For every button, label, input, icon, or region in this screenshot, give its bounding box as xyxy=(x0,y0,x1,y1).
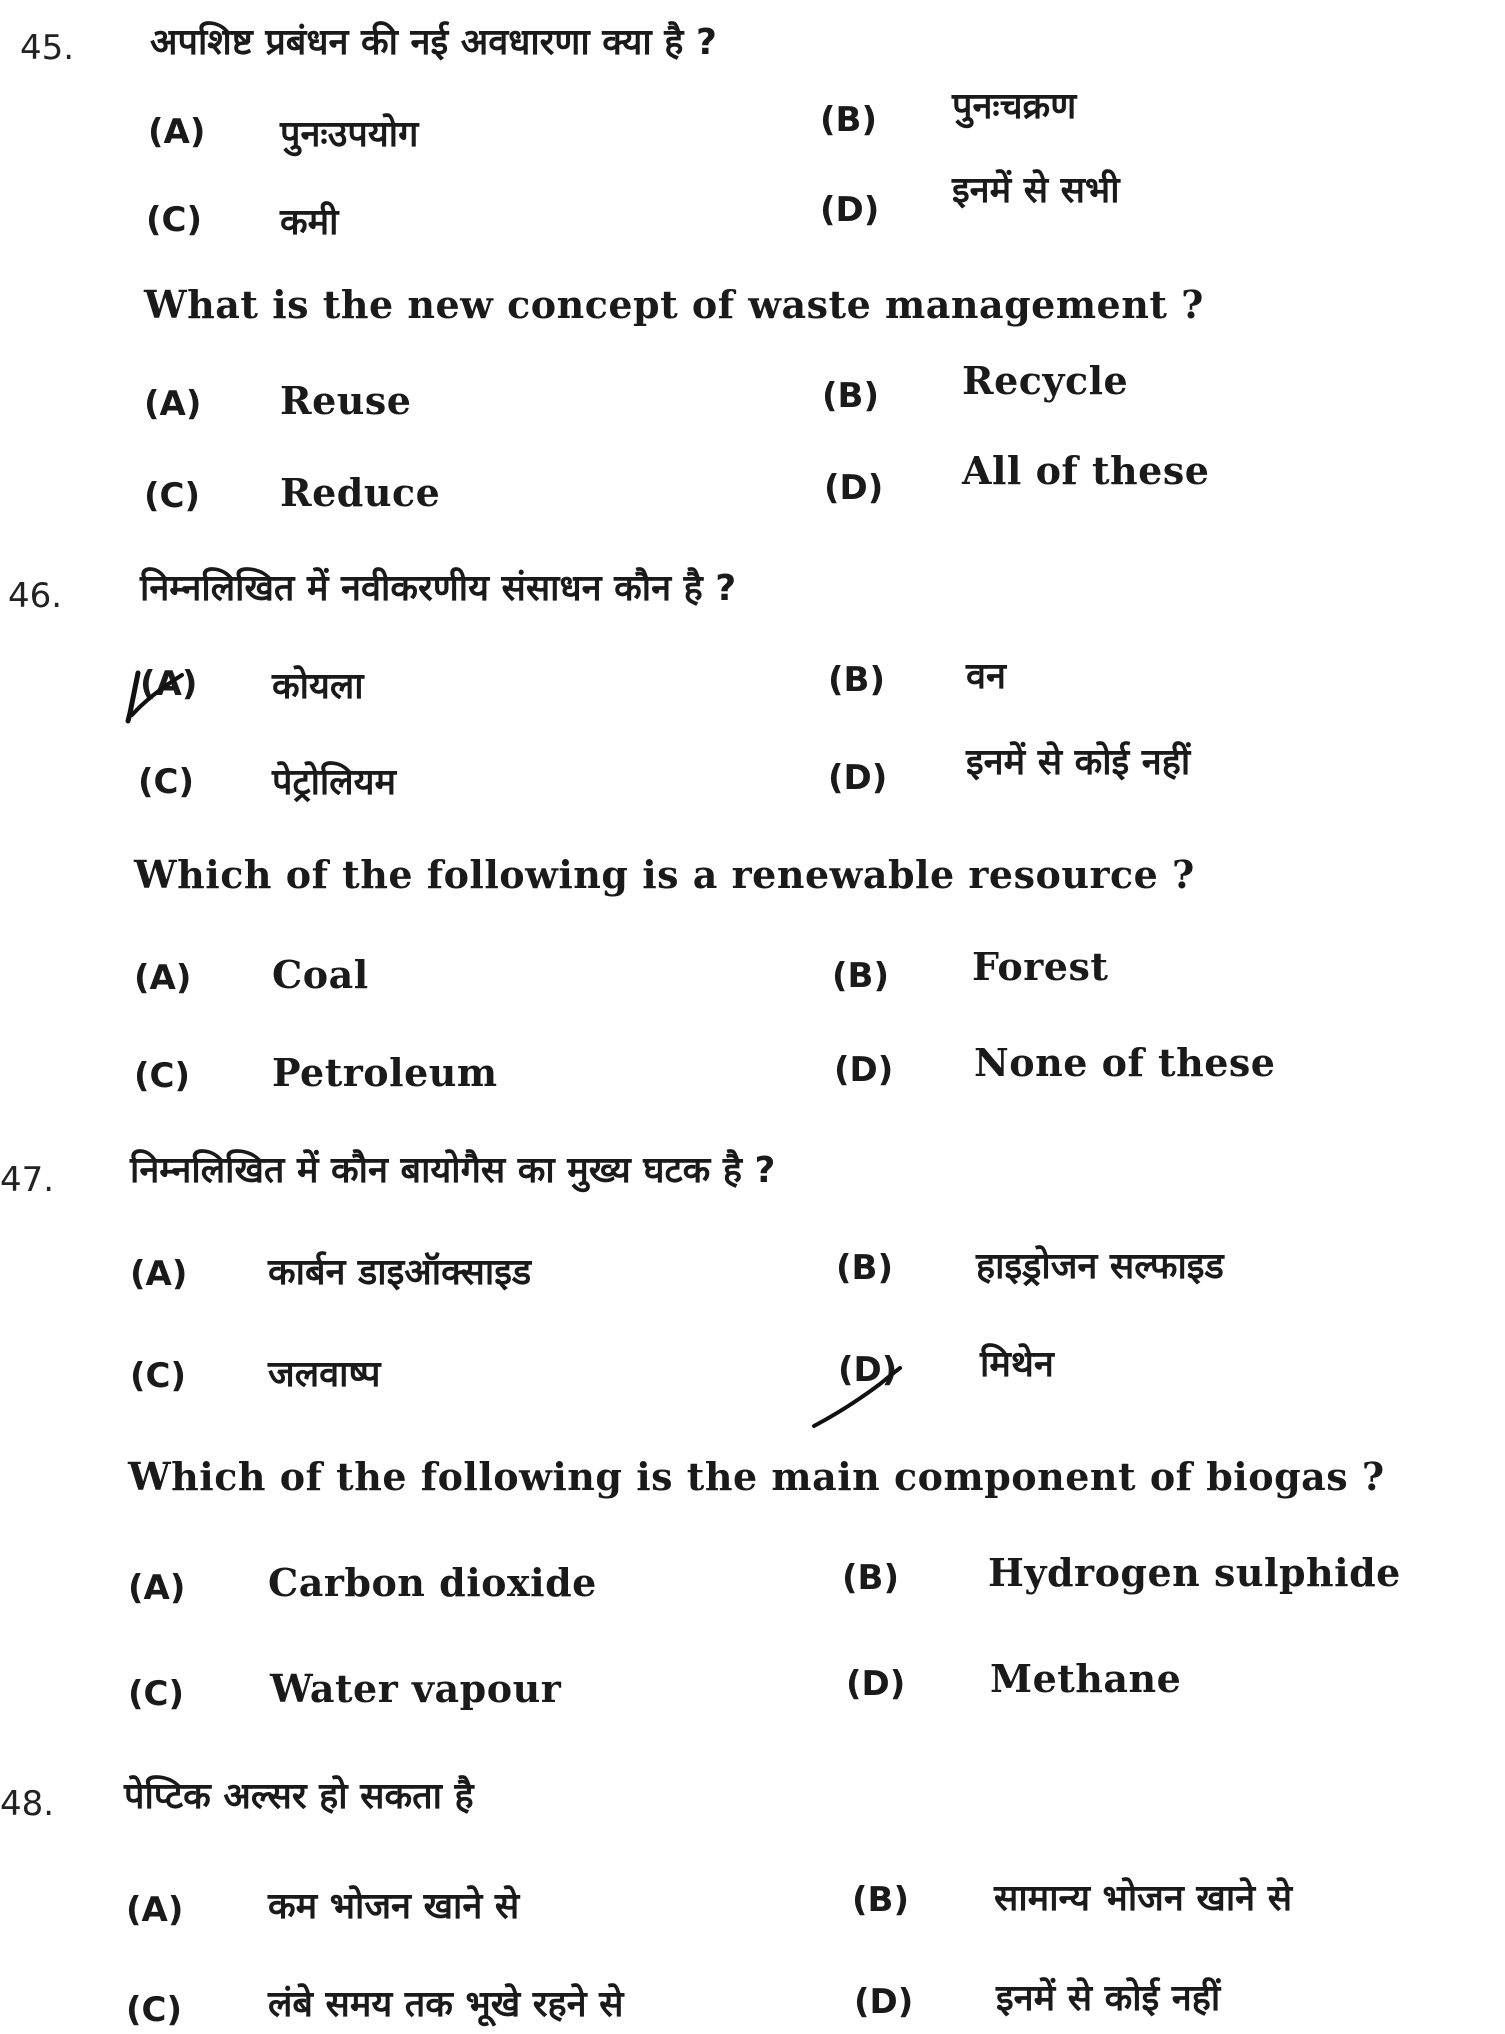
option-letter: (C) xyxy=(130,1356,187,1396)
option-letter: (D) xyxy=(820,190,880,230)
option-text: हाइड्रोजन सल्फाइड xyxy=(976,1246,1224,1287)
option-text: Coal xyxy=(272,952,369,997)
option-text: पुनःउपयोग xyxy=(280,114,419,155)
option-text: पेट्रोलियम xyxy=(272,762,397,803)
option-text: Hydrogen sulphide xyxy=(988,1550,1401,1595)
option-letter: (A) xyxy=(140,664,198,704)
option-letter: (A) xyxy=(148,112,206,152)
option-letter: (D) xyxy=(846,1664,906,1704)
option-letter: (A) xyxy=(130,1254,188,1294)
option-letter: (B) xyxy=(832,956,889,996)
option-letter: (D) xyxy=(828,758,888,798)
option-text: कोयला xyxy=(272,666,364,707)
option-text: Recycle xyxy=(962,358,1129,403)
option-letter: (B) xyxy=(836,1248,893,1288)
option-letter: (A) xyxy=(134,958,192,998)
option-letter: (A) xyxy=(144,384,202,424)
option-letter: (A) xyxy=(126,1890,184,1930)
option-text: कमी xyxy=(280,202,339,243)
option-letter: (C) xyxy=(128,1674,185,1714)
option-text: पुनःचक्रण xyxy=(952,86,1077,127)
option-text: इनमें से कोई नहीं xyxy=(966,742,1191,783)
option-letter: (C) xyxy=(134,1056,191,1096)
option-letter: (B) xyxy=(822,376,879,416)
option-letter: (B) xyxy=(820,100,877,140)
question-text-english: Which of the following is the main component of biogas ? xyxy=(128,1454,1385,1499)
option-text: इनमें से कोई नहीं xyxy=(996,1978,1221,2019)
option-text: कम भोजन खाने से xyxy=(268,1886,520,1927)
option-letter: (C) xyxy=(138,762,195,802)
option-letter: (D) xyxy=(854,1982,914,2022)
option-text: Carbon dioxide xyxy=(268,1560,597,1605)
question-number: 45. xyxy=(20,28,75,68)
option-text: Forest xyxy=(972,944,1109,989)
question-text-english: What is the new concept of waste management ? xyxy=(144,282,1204,327)
option-text: वन xyxy=(966,656,1006,697)
question-number: 46. xyxy=(8,576,63,616)
option-letter: (D) xyxy=(838,1350,898,1390)
option-text: Water vapour xyxy=(270,1666,562,1711)
option-text: Reduce xyxy=(280,470,441,515)
option-text: जलवाष्प xyxy=(268,1354,381,1395)
question-number: 48. xyxy=(0,1784,55,1824)
option-letter: (D) xyxy=(824,468,884,508)
option-text: सामान्य भोजन खाने से xyxy=(994,1878,1293,1919)
option-letter: (B) xyxy=(852,1880,909,1920)
option-letter: (B) xyxy=(842,1558,899,1598)
option-letter: (D) xyxy=(834,1050,894,1090)
question-text-english: Which of the following is a renewable resource ? xyxy=(134,852,1195,897)
option-text: मिथेन xyxy=(980,1344,1054,1385)
option-text: इनमें से सभी xyxy=(952,170,1120,211)
option-letter: (C) xyxy=(144,476,201,516)
option-letter: (C) xyxy=(126,1990,183,2030)
option-text: None of these xyxy=(974,1040,1276,1085)
option-letter: (A) xyxy=(128,1568,186,1608)
option-text: कार्बन डाइऑक्साइड xyxy=(268,1252,532,1293)
option-letter: (C) xyxy=(146,200,203,240)
option-text: Reuse xyxy=(280,378,412,423)
question-text-hindi: निम्नलिखित में नवीकरणीय संसाधन कौन है ? xyxy=(140,568,737,609)
option-text: Methane xyxy=(990,1656,1182,1701)
question-text-hindi: पेप्टिक अल्सर हो सकता है xyxy=(124,1776,474,1817)
option-text: Petroleum xyxy=(272,1050,498,1095)
option-letter: (B) xyxy=(828,660,885,700)
question-text-hindi: निम्नलिखित में कौन बायोगैस का मुख्य घटक है ? xyxy=(130,1150,776,1191)
question-text-hindi: अपशिष्ट प्रबंधन की नई अवधारणा क्या है ? xyxy=(150,22,717,63)
option-text: लंबे समय तक भूखे रहने से xyxy=(268,1984,624,2025)
option-text: All of these xyxy=(962,448,1210,493)
question-number: 47. xyxy=(0,1160,55,1200)
